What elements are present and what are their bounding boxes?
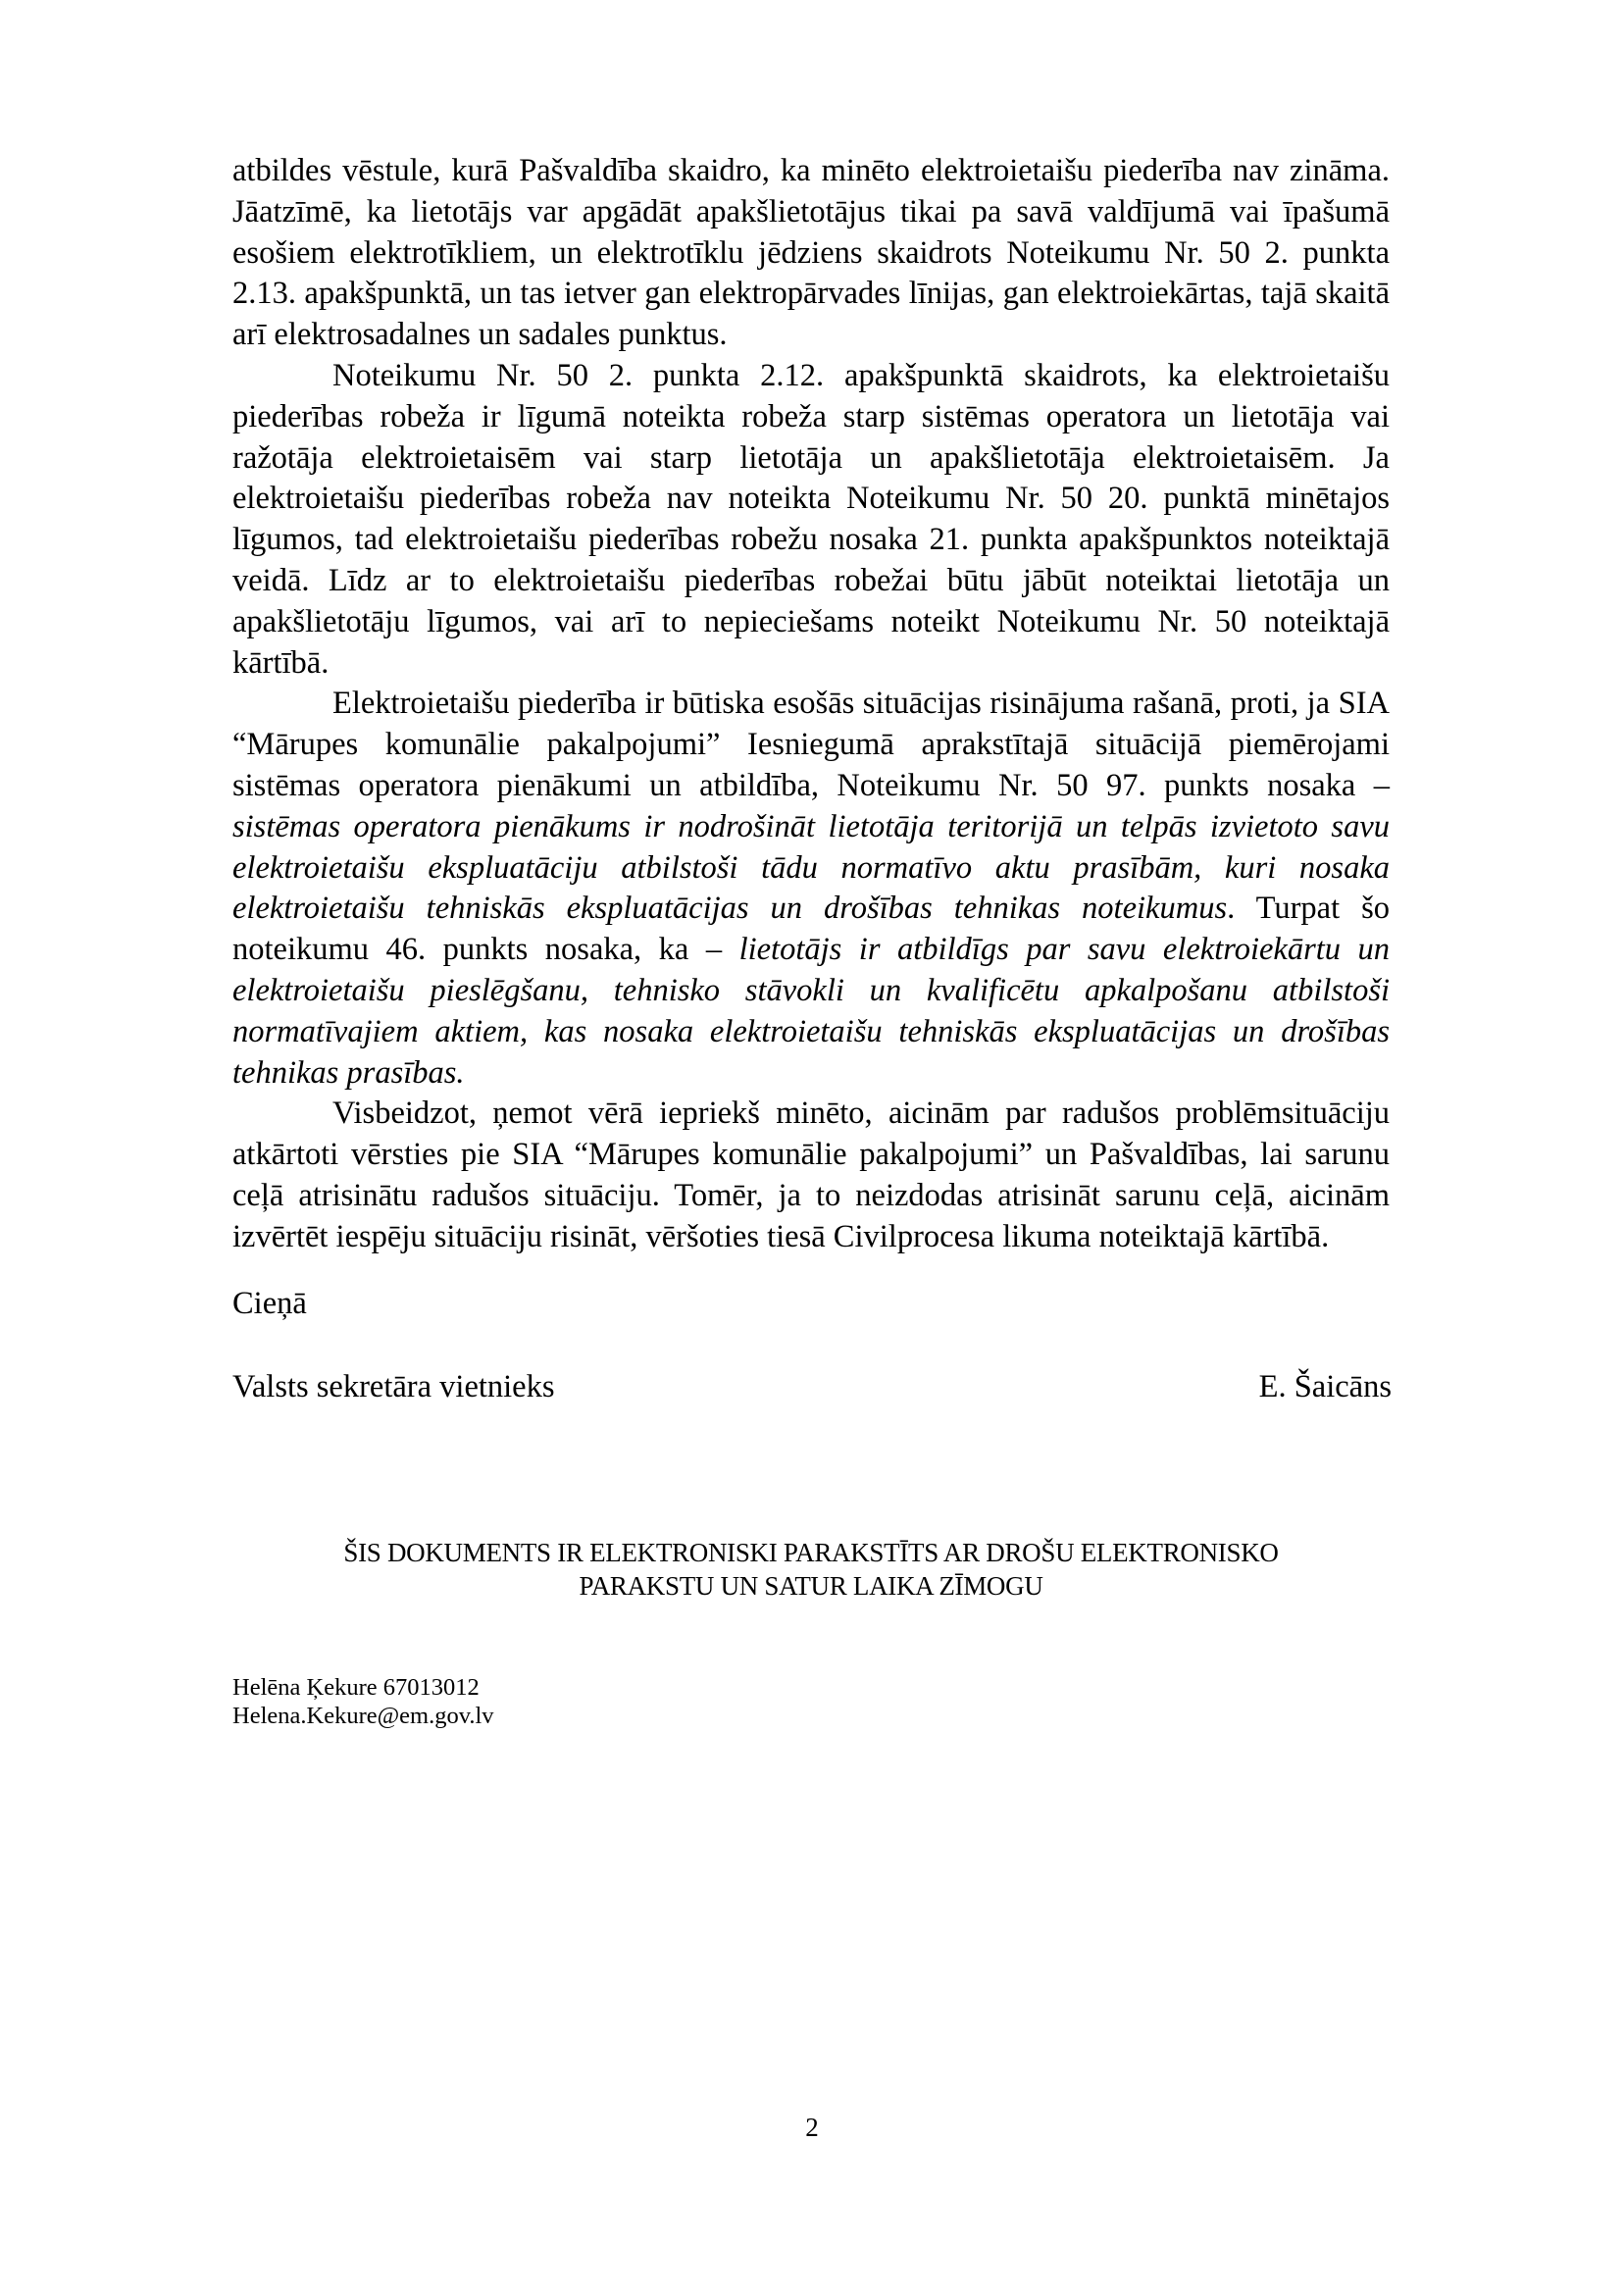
contact-email: Helena.Kekure@em.gov.lv	[232, 1703, 494, 1729]
paragraph-text: . Turpat šo noteikumu 46. punkts nosaka, ka –	[232, 891, 1390, 968]
paragraph	[232, 151, 1390, 356]
contact-info	[232, 1673, 494, 1730]
signatory-role: Valsts sekretāra vietnieks	[232, 1369, 555, 1404]
paragraph-text: Visbeidzot, ņemot vērā iepriekš minēto, aicinām par radušos problēmsituāciju atkārtoti vērsties pie SIA “Mārupes komunālie pakalpojumi” un Pašvaldības, lai sarunu ceļā atrisinātu radušos situāciju. Tomēr, ja to neizdodas atrisināt sarunu ceļā, aicinām izvērtēt iespēju situāciju risināt, vēršoties tiesā Civilprocesa likuma noteiktajā kārtībā.	[232, 1096, 1390, 1254]
letter-body	[232, 151, 1390, 1258]
closing-salutation: Cieņā	[232, 1286, 307, 1321]
paragraph	[232, 1094, 1390, 1257]
paragraph-text: atbildes vēstule, kurā Pašvaldība skaidro, ka minēto elektroietaišu piederība nav zināma. Jāatzīmē, ka lietotājs var apgādāt apakšlietotājus tikai pa savā valdījumā vai īpašumā esošiem elektrotīkliem, un elektrotīklu jēdziens skaidrots Noteikumu Nr. 50 2. punkta 2.13. apakšpunktā, un tas ietver gan elektropārvades līnijas, gan elektroiekārtas, tajā skaitā arī elektrosadalnes un sadales punktus.	[232, 153, 1390, 353]
paragraph-text: Elektroietaišu piederība ir būtiska esošās situācijas risinājuma rašanā, proti, ja SIA “Mārupes komunālie pakalpojumi” Iesniegumā aprakstītajā situācijā piemērojami sistēmas operatora pienākumi un atbildība, Noteikumu Nr. 50 97. punkts nosaka –	[232, 686, 1390, 803]
quoted-regulation-text: lietotājs ir atbildīgs par savu elektroiekārtu un elektroietaišu pieslēgšanu, tehnisko stāvokli un kvalificētu apkalpošanu atbilstoši normatīvajiem aktiem, kas nosaka elektroietaišu tehniskās ekspluatācijas un drošības tehnikas prasības.	[232, 932, 1390, 1091]
notice-line: ŠIS DOKUMENTS IR ELEKTRONISKI PARAKSTĪTS AR DROŠU ELEKTRONISKO	[343, 1538, 1279, 1567]
signatory-name: E. Šaicāns	[1258, 1369, 1392, 1404]
notice-line: PARAKSTU UN SATUR LAIKA ZĪMOGU	[579, 1571, 1043, 1601]
electronic-signature-notice	[232, 1536, 1390, 1603]
page-number: 2	[805, 2113, 819, 2142]
paragraph	[232, 356, 1390, 684]
paragraph	[232, 684, 1390, 1094]
contact-name-phone: Helēna Ķekure 67013012	[232, 1674, 480, 1701]
quoted-regulation-text: sistēmas operatora pienākums ir nodrošināt lietotāja teritorijā un telpās izvietoto savu elektroietaišu ekspluatāciju atbilstoši tādu normatīvo aktu prasībām, kuri nosaka elektroietaišu tehniskās ekspluatācijas un drošības tehnikas noteikumus	[232, 808, 1390, 927]
paragraph-text: Noteikumu Nr. 50 2. punkta 2.12. apakšpunktā skaidrots, ka elektroietaišu piederības robeža ir līgumā noteikta robeža starp sistēmas operatora un lietotāja vai ražotāja elektroietaisēm vai starp lietotāja un apakšlietotāja elektroietaisēm. Ja elektroietaišu piederības robeža nav noteikta Noteikumu Nr. 50 20. punktā minētajos līgumos, tad elektroietaišu piederības robežu nosaka 21. punkta apakšpunktos noteiktajā veidā. Līdz ar to elektroietaišu piederības robežai būtu jābūt noteiktai lietotāja un apakšlietotāju līgumos, vai arī to nepieciešams noteikt Noteikumu Nr. 50 noteiktajā kārtībā.	[232, 357, 1390, 681]
